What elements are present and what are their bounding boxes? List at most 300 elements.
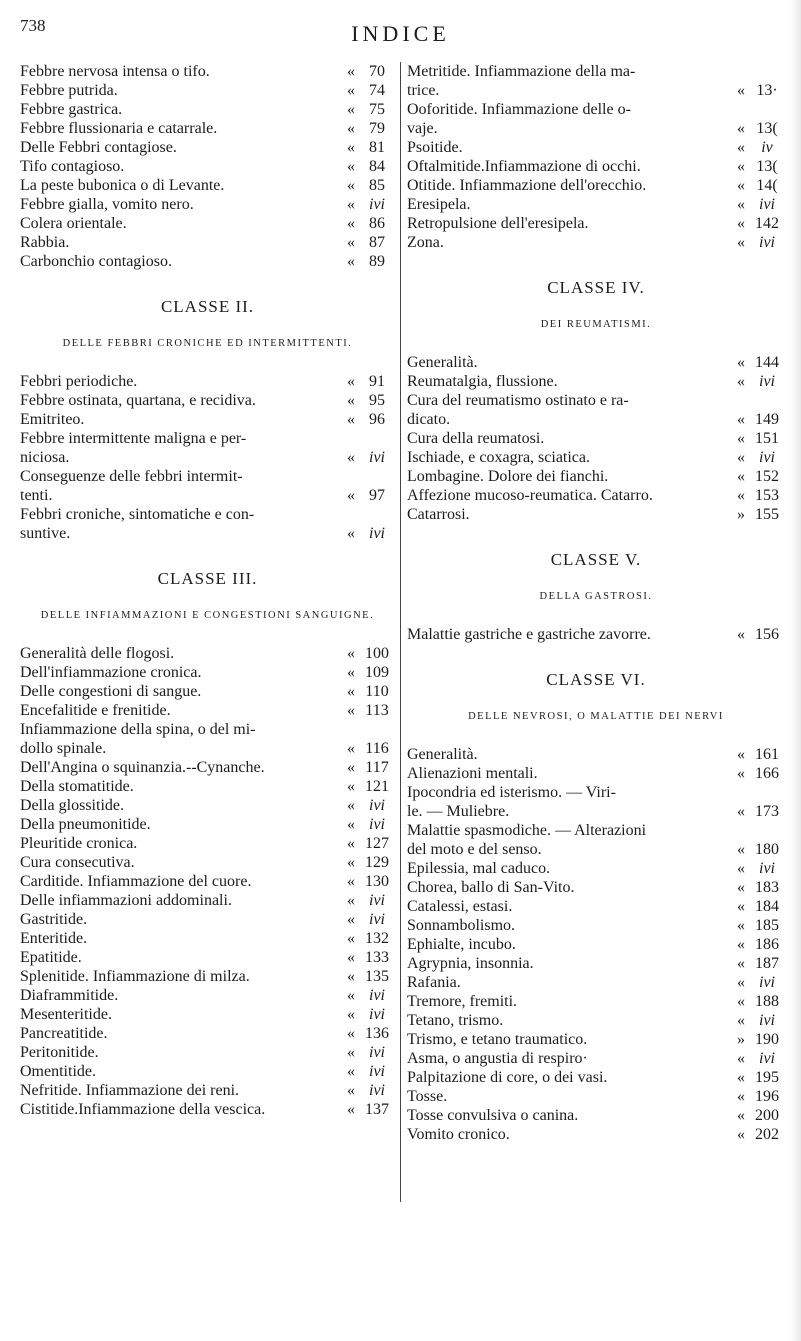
page-ref: 89: [369, 253, 385, 270]
ditto-mark: «: [347, 449, 355, 466]
entry-title-line: Metritide. Infiammazione della ma-: [407, 63, 636, 80]
ditto-mark: «: [347, 82, 355, 99]
entry-title: Tetano, trismo.: [407, 1012, 504, 1029]
page-ref: 132: [365, 930, 389, 947]
entry-title: Della pneumonitide.: [20, 816, 151, 833]
index-entry: [20, 929, 395, 948]
entry-title: Gastritide.: [20, 911, 88, 928]
index-entry: [407, 176, 785, 195]
ditto-mark: «: [737, 196, 745, 213]
entry-row: [407, 859, 785, 878]
ditto-mark: «: [737, 120, 745, 137]
entry-row: [407, 1011, 785, 1030]
index-entry: [20, 429, 395, 467]
entry-title: Cura della reumatosi.: [407, 430, 545, 447]
entry-title-line: Malattie spasmodiche. — Alterazioni: [407, 822, 647, 839]
page-ref: ivi: [759, 449, 775, 466]
entry-row: [20, 682, 395, 701]
entry-row: [407, 157, 785, 176]
ditto-mark: «: [347, 139, 355, 156]
entry-row: [407, 486, 785, 505]
page-ref: 180: [755, 841, 779, 858]
ditto-mark: «: [347, 778, 355, 795]
index-entry: [20, 1005, 395, 1024]
entry-title: Tifo contagioso.: [20, 158, 125, 175]
entry-title: Delle Febbri contagiose.: [20, 139, 177, 156]
index-entry: [20, 372, 395, 391]
page-ref: ivi: [369, 525, 385, 542]
entry-row: [407, 935, 785, 954]
entry-row: [407, 195, 785, 214]
page-ref: 113: [365, 702, 389, 719]
entry-row: [407, 1030, 785, 1049]
index-entry: [407, 992, 785, 1011]
index-entry: [407, 372, 785, 391]
ditto-mark: «: [347, 234, 355, 251]
ditto-mark: «: [737, 1012, 745, 1029]
entry-row: [20, 138, 395, 157]
ditto-mark: «: [347, 683, 355, 700]
index-entry: [20, 663, 395, 682]
entry-title: Zona.: [407, 234, 444, 251]
index-entry: [407, 1087, 785, 1106]
page-ref: 84: [369, 158, 385, 175]
index-entry: [20, 872, 395, 891]
page-ref: 155: [755, 506, 779, 523]
ditto-mark: »: [737, 1031, 745, 1048]
ditto-mark: »: [737, 506, 745, 523]
ditto-mark: «: [347, 253, 355, 270]
index-entry: [407, 625, 785, 644]
page-ref: 149: [755, 411, 779, 428]
index-entry: [407, 391, 785, 429]
entry-row: [407, 353, 785, 372]
entry-title: Pleuritide cronica.: [20, 835, 138, 852]
page-ref: 136: [365, 1025, 389, 1042]
index-entry: [20, 505, 395, 543]
entry-row: [407, 448, 785, 467]
entry-title-line: Ipocondria ed isterismo. — Viri-: [407, 784, 616, 801]
entry-row: [20, 910, 395, 929]
entry-title: del moto e del senso.: [407, 841, 542, 858]
ditto-mark: «: [347, 645, 355, 662]
entry-title: Encefalitide e frenitide.: [20, 702, 171, 719]
entry-title: Rabbia.: [20, 234, 70, 251]
index-entry: [20, 853, 395, 872]
entry-title: Generalità.: [407, 354, 478, 371]
entry-title: Peritonitide.: [20, 1044, 99, 1061]
entry-title: Eresipela.: [407, 196, 471, 213]
index-entry: [407, 448, 785, 467]
entry-row: [20, 891, 395, 910]
entry-row: [20, 119, 395, 138]
entry-row: [407, 878, 785, 897]
index-entry: [20, 701, 395, 720]
entry-row: [20, 1081, 395, 1100]
entry-title: Asma, o angustia di respiro·: [407, 1050, 588, 1067]
entry-title: Vomito cronico.: [407, 1126, 510, 1143]
page-ref: 121: [365, 778, 389, 795]
entry-row: [407, 214, 785, 233]
ditto-mark: «: [347, 987, 355, 1004]
index-entry: [20, 1081, 395, 1100]
page-ref: 185: [755, 917, 779, 934]
ditto-mark: «: [737, 1069, 745, 1086]
page-ref: 144: [755, 354, 779, 371]
entry-row: [20, 391, 395, 410]
page-ref: 70: [369, 63, 385, 80]
ditto-mark: «: [737, 746, 745, 763]
entry-title: Dell'Angina o squinanzia.--Cynanche.: [20, 759, 265, 776]
ditto-mark: «: [737, 898, 745, 915]
class-subtitle: DELLA GASTROSI.: [539, 591, 653, 602]
page-ref: 190: [755, 1031, 779, 1048]
page-edge-shadow: [790, 0, 801, 1341]
entry-title-line: Ooforitide. Infiammazione delle o-: [407, 101, 631, 118]
index-entry: [407, 62, 785, 100]
class-subtitle: DELLE FEBBRI CRONICHE ED INTERMITTENTI.: [62, 338, 353, 349]
ditto-mark: «: [737, 765, 745, 782]
index-entry: [20, 986, 395, 1005]
entry-row: [20, 1100, 395, 1119]
index-entry: [407, 973, 785, 992]
class-subtitle: DELLE INFIAMMAZIONI E CONGESTIONI SANGUIGNE.: [40, 610, 375, 621]
entry-title: Retropulsione dell'eresipela.: [407, 215, 589, 232]
entry-row: [20, 214, 395, 233]
page-ref: ivi: [369, 449, 385, 466]
page-ref: 13(: [756, 120, 778, 137]
entry-title: Enteritide.: [20, 930, 88, 947]
page-ref: 96: [369, 411, 385, 428]
entry-row: [20, 372, 395, 391]
page-ref: ivi: [759, 860, 775, 877]
page-ref: 188: [755, 993, 779, 1010]
entry-title: le. — Muliebre.: [407, 803, 510, 820]
entry-title: Delle congestioni di sangue.: [20, 683, 202, 700]
page-ref: 13(: [756, 158, 778, 175]
page-ref: 97: [369, 487, 385, 504]
index-entry: [20, 81, 395, 100]
page-ref: 186: [755, 936, 779, 953]
entry-title: Epatitide.: [20, 949, 82, 966]
index-entry: [407, 100, 785, 138]
entry-title: Emitriteo.: [20, 411, 85, 428]
entry-title: Rafania.: [407, 974, 461, 991]
entry-title: Affezione mucoso-reumatica. Catarro.: [407, 487, 653, 504]
column-divider: [400, 62, 401, 1202]
page-ref: 109: [365, 664, 389, 681]
entry-title: suntive.: [20, 525, 71, 542]
index-entry: [20, 910, 395, 929]
page-ref: 151: [755, 430, 779, 447]
page-ref: ivi: [369, 797, 385, 814]
entry-title: Lombagine. Dolore dei fianchi.: [407, 468, 609, 485]
entry-title: Colera orientale.: [20, 215, 127, 232]
index-entry: [20, 138, 395, 157]
entry-row: [407, 372, 785, 391]
entry-title: Cistitide.Infiammazione della vescica.: [20, 1101, 266, 1118]
entry-title: Sonnambolismo.: [407, 917, 516, 934]
ditto-mark: «: [347, 525, 355, 542]
ditto-mark: «: [737, 841, 745, 858]
entry-title: Febbre ostinata, quartana, e recidiva.: [20, 392, 256, 409]
class-subtitle: DELLE NEVROSI, O MALATTIE DEI NERVI: [468, 711, 724, 722]
entry-title: Splenitide. Infiammazione di milza.: [20, 968, 250, 985]
ditto-mark: «: [737, 993, 745, 1010]
page-ref: 85: [369, 177, 385, 194]
index-entry: [20, 891, 395, 910]
index-entry: [407, 764, 785, 783]
entry-title: Tremore, fremiti.: [407, 993, 518, 1010]
page-ref: 173: [755, 803, 779, 820]
index-entry: [407, 353, 785, 372]
ditto-mark: «: [347, 1025, 355, 1042]
ditto-mark: «: [347, 797, 355, 814]
class-subtitle: DEI REUMATISMI.: [540, 319, 652, 330]
index-entry: [407, 1049, 785, 1068]
entry-title: Tosse.: [407, 1088, 448, 1105]
page-ref: ivi: [759, 196, 775, 213]
entry-row: [20, 701, 395, 720]
entry-row: [20, 929, 395, 948]
entry-row: [407, 916, 785, 935]
ditto-mark: «: [347, 816, 355, 833]
entry-title: Nefritide. Infiammazione dei reni.: [20, 1082, 240, 1099]
page-ref: 153: [755, 487, 779, 504]
page-ref: 161: [755, 746, 779, 763]
page-ref: 196: [755, 1088, 779, 1105]
ditto-mark: «: [737, 139, 745, 156]
left-column: [20, 62, 395, 1119]
ditto-mark: «: [347, 949, 355, 966]
index-entry: [20, 758, 395, 777]
index-entry: [407, 486, 785, 505]
entry-title: Agrypnia, insonnia.: [407, 955, 534, 972]
entry-row: [407, 897, 785, 916]
ditto-mark: «: [347, 1063, 355, 1080]
entry-title: Cura consecutiva.: [20, 854, 135, 871]
entry-title-line: Cura del reumatismo ostinato e ra-: [407, 392, 629, 409]
page-ref: ivi: [369, 987, 385, 1004]
index-entry: [20, 967, 395, 986]
entry-row: [407, 625, 785, 644]
entry-row: [407, 840, 785, 859]
ditto-mark: «: [347, 411, 355, 428]
entry-title: Febbre flussionaria e catarrale.: [20, 120, 218, 137]
index-entry: [407, 745, 785, 764]
class-title: CLASSE VI.: [546, 670, 646, 689]
index-entry: [407, 467, 785, 486]
page-ref: 133: [365, 949, 389, 966]
entry-row: [407, 429, 785, 448]
entry-title: Pancreatitide.: [20, 1025, 108, 1042]
ditto-mark: «: [737, 974, 745, 991]
ditto-mark: «: [737, 917, 745, 934]
entry-row: [407, 233, 785, 252]
ditto-mark: «: [737, 1107, 745, 1124]
entry-row: [20, 410, 395, 429]
entry-row: [20, 663, 395, 682]
ditto-mark: «: [737, 468, 745, 485]
index-entry: [20, 1100, 395, 1119]
entry-title: Tosse convulsiva o canina.: [407, 1107, 579, 1124]
index-entry: [20, 119, 395, 138]
entry-row: [20, 81, 395, 100]
entry-row: [20, 233, 395, 252]
index-entry: [407, 821, 785, 859]
page-ref: 195: [755, 1069, 779, 1086]
index-entry: [20, 815, 395, 834]
ditto-mark: «: [347, 930, 355, 947]
entry-title: niciosa.: [20, 449, 70, 466]
entry-row: [20, 1024, 395, 1043]
index-entry: [20, 195, 395, 214]
entry-row: [20, 796, 395, 815]
page-ref: 187: [755, 955, 779, 972]
page-ref: 87: [369, 234, 385, 251]
ditto-mark: «: [737, 354, 745, 371]
ditto-mark: «: [737, 215, 745, 232]
ditto-mark: «: [347, 1082, 355, 1099]
page-ref: ivi: [369, 1063, 385, 1080]
entry-row: [407, 1106, 785, 1125]
entry-row: [20, 62, 395, 81]
index-entry: [407, 954, 785, 973]
entry-title: Delle infiammazioni addominali.: [20, 892, 232, 909]
page-ref: 74: [369, 82, 385, 99]
page-ref: ivi: [369, 892, 385, 909]
entry-title: Carbonchio contagioso.: [20, 253, 172, 270]
page-ref: iv: [761, 139, 773, 156]
entry-title: Febbre gialla, vomito nero.: [20, 196, 194, 213]
page-ref: 152: [755, 468, 779, 485]
page-ref: 142: [755, 215, 779, 232]
ditto-mark: «: [737, 411, 745, 428]
entry-row: [20, 448, 395, 467]
entry-row: [407, 505, 785, 524]
index-entry: [20, 157, 395, 176]
page-ref: ivi: [759, 974, 775, 991]
entry-row: [20, 815, 395, 834]
class-title: CLASSE II.: [160, 297, 255, 316]
entry-title-line: Conseguenze delle febbri intermit-: [20, 468, 243, 485]
entry-row: [407, 992, 785, 1011]
ditto-mark: «: [347, 892, 355, 909]
index-entry: [407, 138, 785, 157]
entry-row: [20, 252, 395, 271]
entry-row: [20, 986, 395, 1005]
entry-row: [407, 81, 785, 100]
page-ref: 95: [369, 392, 385, 409]
ditto-mark: «: [737, 860, 745, 877]
page-ref: 137: [365, 1101, 389, 1118]
entry-title-line: Infiammazione della spina, o del mi-: [20, 721, 256, 738]
entry-row: [20, 834, 395, 853]
ditto-mark: «: [347, 854, 355, 871]
running-head: INDICE: [351, 21, 450, 46]
entry-title-line: Febbre intermittente maligna e per-: [20, 430, 247, 447]
entry-row: [20, 644, 395, 663]
ditto-mark: «: [347, 968, 355, 985]
entry-title: Malattie gastriche e gastriche zavorre.: [407, 626, 651, 643]
entry-title: Catarrosi.: [407, 506, 470, 523]
index-entry: [20, 214, 395, 233]
index-entry: [407, 935, 785, 954]
entry-title: Trismo, e tetano traumatico.: [407, 1031, 588, 1048]
entry-row: [20, 739, 395, 758]
page-ref: 166: [755, 765, 779, 782]
page-number: 738: [20, 16, 46, 35]
entry-row: [407, 176, 785, 195]
page-ref: 79: [369, 120, 385, 137]
entry-row: [20, 967, 395, 986]
index-entry: [20, 467, 395, 505]
index-entry: [407, 859, 785, 878]
entry-title: Febbre gastrica.: [20, 101, 123, 118]
ditto-mark: «: [737, 158, 745, 175]
page-ref: 130: [365, 873, 389, 890]
index-entry: [407, 878, 785, 897]
ditto-mark: «: [737, 430, 745, 447]
entry-row: [20, 872, 395, 891]
entry-row: [20, 1005, 395, 1024]
entry-row: [20, 1043, 395, 1062]
page-ref: ivi: [759, 373, 775, 390]
ditto-mark: «: [347, 215, 355, 232]
ditto-mark: «: [347, 487, 355, 504]
page-ref: 13·: [756, 82, 778, 99]
ditto-mark: «: [347, 392, 355, 409]
index-entry: [407, 505, 785, 524]
ditto-mark: «: [737, 449, 745, 466]
page-ref: ivi: [759, 1050, 775, 1067]
right-column: [407, 62, 785, 1144]
entry-row: [407, 973, 785, 992]
ditto-mark: «: [737, 177, 745, 194]
index-entry: [407, 1106, 785, 1125]
page-ref: 135: [365, 968, 389, 985]
index-entry: [407, 1068, 785, 1087]
page-ref: 184: [755, 898, 779, 915]
entry-row: [407, 467, 785, 486]
index-entry: [20, 796, 395, 815]
ditto-mark: «: [737, 936, 745, 953]
entry-row: [407, 764, 785, 783]
index-entry: [20, 410, 395, 429]
index-entry: [20, 1024, 395, 1043]
page-ref: ivi: [759, 234, 775, 251]
page-ref: 91: [369, 373, 385, 390]
index-entry: [20, 252, 395, 271]
page-ref: 183: [755, 879, 779, 896]
index-entry: [20, 391, 395, 410]
entry-title: Febbre putrida.: [20, 82, 118, 99]
entry-title: Epilessia, mal caduco.: [407, 860, 551, 877]
index-entry: [20, 948, 395, 967]
entry-title: Oftalmitide.Infiammazione di occhi.: [407, 158, 641, 175]
ditto-mark: «: [347, 120, 355, 137]
page-ref: ivi: [369, 1006, 385, 1023]
entry-title: Ephialte, incubo.: [407, 936, 516, 953]
entry-title: Diaframmitide.: [20, 987, 119, 1004]
index-entry: [20, 1043, 395, 1062]
entry-row: [407, 410, 785, 429]
entry-title: Chorea, ballo di San-Vito.: [407, 879, 575, 896]
index-entry: [407, 1011, 785, 1030]
index-entry: [20, 176, 395, 195]
index-entry: [407, 157, 785, 176]
entry-row: [20, 176, 395, 195]
